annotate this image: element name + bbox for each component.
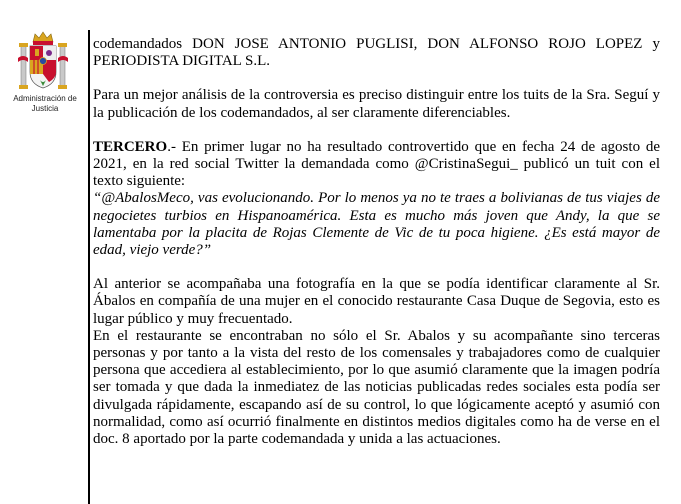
- document-body: [93, 36, 660, 448]
- paragraph-3-text: .- En primer lugar no ha resultado controvertido que en fecha 24 de agosto de 2021, en la red social Twitter la demandada como @CristinaSegui_ publicó un tuit con el texto siguiente:: [93, 138, 660, 190]
- section-heading: TERCERO: [93, 138, 168, 155]
- paragraph-4: Al anterior se acompañaba una fotografía en la que se podía identificar claramente al Sr. Ábalos en compañía de una mujer en el conocido restaurante Casa Duque de Segovia, esto es lugar público y muy frecuentado.: [93, 276, 660, 327]
- paragraph-3: [93, 139, 660, 191]
- paragraph-2: Para un mejor análisis de la controversia es preciso distinguir entre los tuits de la Sra. Seguí y la publicación de los codemandados, al ser claramente diferenciables.: [93, 87, 660, 121]
- paragraph-5: En el restaurante se encontraban no sólo el Sr. Abalos y su acompañante sino terceras personas y por tanto a la vista del resto de los comensales y trabajadores como de cualquier persona que accediera al establecimiento, por lo que asumió claramente que la imagen podría ser tomada y que dada la inmediatez de las noticias publicadas redes sociales esta podía ser divulgada rápidamente, escapando así de su control, lo que lógicamente aceptó y asumió con normalidad, como así ocurrió finalmente en distintos medios digitales como ha de verse en el doc. 8 aportado por la parte codemandada y unida a las actuaciones.: [93, 327, 660, 448]
- paragraph-1: codemandados DON JOSE ANTONIO PUGLISI, DON ALFONSO ROJO LOPEZ y PERIODISTA DIGITAL S.L.: [93, 36, 660, 70]
- coat-of-arms-icon: [16, 28, 70, 94]
- margin-rule: [88, 30, 90, 504]
- tweet-quote: “@AbalosMeco, vas evolucionando. Por lo menos ya no te traes a bolivianas de tus viajes de negocietes turbios en Hispanoamérica. Esta es mucho más joven que Andy, la que se lamentaba por la placita de Rojas Clemente de Vic de tu poca higiene. ¿Es está mayor de edad, viejo verde?”: [93, 190, 660, 259]
- institution-label: Administración de Justicia: [13, 94, 77, 113]
- sidebar: [0, 0, 88, 504]
